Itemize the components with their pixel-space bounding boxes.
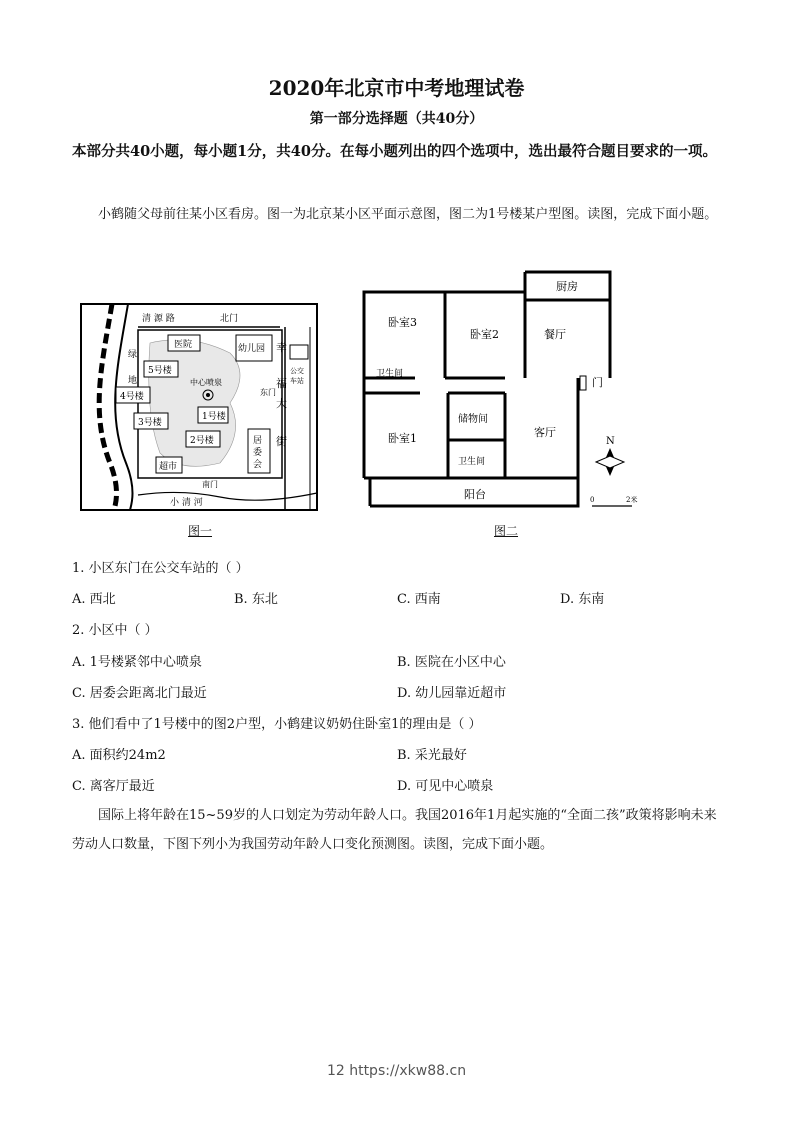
question-3-stem: 3. 他们看中了1号楼中的图2户型，小鹤建议奶奶住卧室1的理由是（ ） <box>72 717 482 732</box>
room-bath2: 卫生间 <box>458 457 486 467</box>
fountain-label: 中心喷泉 <box>190 378 222 387</box>
committee-label-1: 居 <box>253 436 263 446</box>
street-char-4: 街 <box>276 435 287 448</box>
green-label-1: 绿 <box>128 350 138 360</box>
compass-icon <box>596 448 624 476</box>
supermarket-label: 超市 <box>159 462 178 472</box>
figure2-floor-plan <box>360 268 650 514</box>
street-char-2: 福 <box>276 377 287 390</box>
room-bedroom3: 卧室3 <box>388 316 417 329</box>
south-river-label: 小 清 河 <box>170 498 203 508</box>
question-2-option-a: A. 1号楼紧邻中心喷泉 <box>72 655 202 670</box>
bus-stop-label-2: 车站 <box>290 377 304 385</box>
street-char-1: 幸 <box>276 341 287 354</box>
south-gate-label: 南门 <box>202 480 218 489</box>
hospital-label: 医院 <box>174 340 193 350</box>
north-gate-label: 北门 <box>220 314 239 324</box>
room-living: 客厅 <box>534 426 556 439</box>
question-1-stem: 1. 小区东门在公交车站的（ ） <box>72 561 249 576</box>
bus-stop-label-1: 公交 <box>290 367 304 375</box>
room-bedroom2: 卧室2 <box>470 328 499 341</box>
room-balcony: 阳台 <box>464 488 486 501</box>
instructions: 本部分共40小题，每小题1分，共40分。在每小题列出的四个选项中，选出最符合题目要求的一项。 <box>72 143 717 160</box>
question-2-option-c: C. 居委会距离北门最近 <box>72 686 207 701</box>
question-3-option-a: A. 面积约24m2 <box>72 748 166 763</box>
question-2-option-b: B. 医院在小区中心 <box>397 655 506 670</box>
east-gate-label: 东门 <box>260 388 276 397</box>
question-3-option-d: D. 可见中心喷泉 <box>397 779 494 794</box>
section-title: 第一部分选择题（共40分） <box>309 111 484 127</box>
committee-label-3: 会 <box>253 460 263 470</box>
question-2-option-d: D. 幼儿园靠近超市 <box>397 686 507 701</box>
room-bath1: 卫生间 <box>376 369 404 379</box>
building5-label: 5号楼 <box>148 366 172 376</box>
figure1-community-map <box>80 303 318 511</box>
paragraph-labor-population: 国际上将年龄在15~59岁的人口划定为劳动年龄人口。我国2016年1月起实施的“全面二孩”政策将影响未来劳动人口数量，下图下列小为我国劳动年龄人口变化预测图。读图，完成下面小题。 <box>72 808 717 852</box>
question-3-option-c: C. 离客厅最近 <box>72 779 155 794</box>
question-1-option-b: B. 东北 <box>234 592 278 607</box>
page-title: 2020年北京市中考地理试卷 <box>268 76 525 100</box>
question-3-option-b: B. 采光最好 <box>397 748 467 763</box>
building3-label: 3号楼 <box>138 418 162 428</box>
question-1-option-a: A. 西北 <box>72 592 116 607</box>
question-1-option-c: C. 西南 <box>397 592 441 607</box>
figure1-caption: 图一 <box>188 524 213 538</box>
north-label: N <box>606 436 615 447</box>
intro-paragraph: 小鹤随父母前往某小区看房。图一为北京某小区平面示意图，图二为1号楼某户型图。读图，完成下面小题。 <box>98 207 718 222</box>
question-2-stem: 2. 小区中（ ） <box>72 623 158 638</box>
room-bedroom1: 卧室1 <box>388 432 417 445</box>
page-footer: 12 https://xkw88.cn <box>326 1063 467 1079</box>
question-1-option-d: D. 东南 <box>560 592 605 607</box>
building2-label: 2号楼 <box>190 436 214 446</box>
street-char-3: 大 <box>276 397 287 410</box>
figure2-caption: 图二 <box>494 524 519 538</box>
kindergarten-label: 幼儿园 <box>238 344 266 354</box>
room-kitchen: 厨房 <box>556 280 578 293</box>
building1-label: 1号楼 <box>202 412 226 422</box>
room-storage: 储物间 <box>458 414 488 425</box>
room-door: 门 <box>592 376 603 389</box>
scale-zero: 0 <box>590 496 595 504</box>
scale-end: 2米 <box>626 496 638 504</box>
building4-label: 4号楼 <box>120 392 144 402</box>
green-label-2: 地 <box>128 376 138 386</box>
committee-label-2: 委 <box>253 448 263 458</box>
room-dining: 餐厅 <box>544 328 566 341</box>
north-road-label: 清 源 路 <box>142 314 175 324</box>
